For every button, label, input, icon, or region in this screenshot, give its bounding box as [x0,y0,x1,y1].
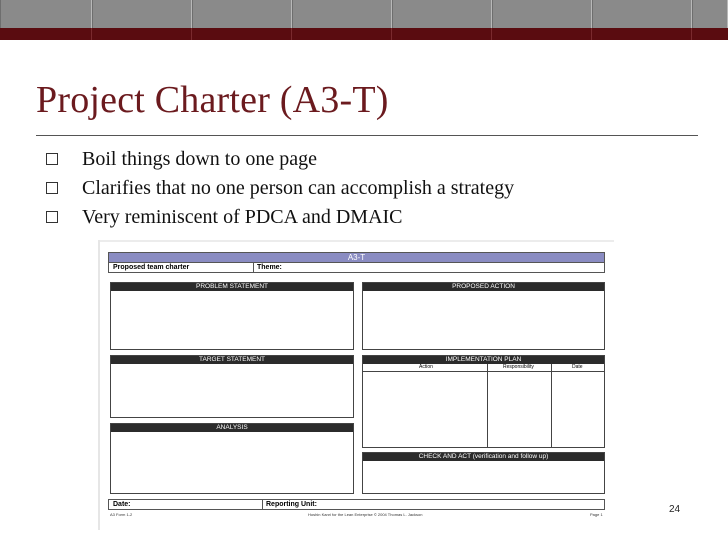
top-bar-cell [392,28,492,40]
analysis-section [110,423,354,494]
form-charter-row [108,263,605,273]
form-footer-center: Hoshin Kanri for the Lean Enterprise © 2004 Thomas L. Jackson [308,512,423,517]
top-decorative-bar [0,0,728,28]
cell-divider [262,500,263,510]
form-footer-right: Page 1 [590,512,603,517]
page-number: 24 [669,504,681,515]
slide-title: Project Charter (A3-T) [36,79,389,121]
top-bar-cell [592,0,692,28]
target-statement-section [110,355,354,418]
section-title: CHECK AND ACT (verification and follow up) [363,453,604,461]
top-bar-cell [0,0,92,28]
date-label: Date: [113,501,131,508]
proposed-action-section [362,282,605,350]
title-divider [36,135,698,136]
section-title: ANALYSIS [111,424,353,432]
square-bullet-icon [46,153,58,165]
a3t-form-image [108,252,605,521]
section-title: PROBLEM STATEMENT [111,283,353,291]
form-image-border [98,240,100,530]
column-divider [551,364,552,447]
reporting-unit-label: Reporting Unit: [266,501,317,508]
top-bar-cell [92,28,192,40]
column-header-action: Action [419,364,433,370]
check-and-act-section [362,452,605,494]
bullet-text: Boil things down to one page [82,148,317,170]
form-footer-left: A3 Form 1-2 [110,512,133,517]
top-bar-cell [592,28,692,40]
problem-statement-section [110,282,354,350]
section-title: PROPOSED ACTION [363,283,604,291]
square-bullet-icon [46,211,58,223]
section-title: IMPLEMENTATION PLAN [363,356,604,364]
square-bullet-icon [46,182,58,194]
column-divider [487,364,488,447]
section-title: TARGET STATEMENT [111,356,353,364]
column-header-responsibility: Responsibility [503,364,534,370]
form-footer-row [108,499,605,510]
top-bar-cell [92,0,192,28]
cell-divider [253,263,254,272]
bullet-text: Clarifies that no one person can accomplish a strategy [82,177,515,199]
plan-column-headers [363,364,604,372]
top-bar-cell [392,0,492,28]
top-bar-cell [492,28,592,40]
form-header: A3-T [108,252,605,263]
theme-label: Theme: [257,264,282,271]
implementation-plan-section [362,355,605,448]
top-bar-cell [492,0,592,28]
top-bar-cell [192,0,292,28]
top-accent-bar [0,28,728,40]
bullet-text: Very reminiscent of PDCA and DMAIC [82,206,403,228]
top-bar-cell [292,0,392,28]
form-image-border [98,240,614,242]
column-header-date: Date [572,364,583,370]
top-bar-cell [0,28,92,40]
top-bar-cell [292,28,392,40]
top-bar-cell [192,28,292,40]
top-bar-cell [692,0,728,28]
proposed-team-charter-label: Proposed team charter [113,264,190,271]
